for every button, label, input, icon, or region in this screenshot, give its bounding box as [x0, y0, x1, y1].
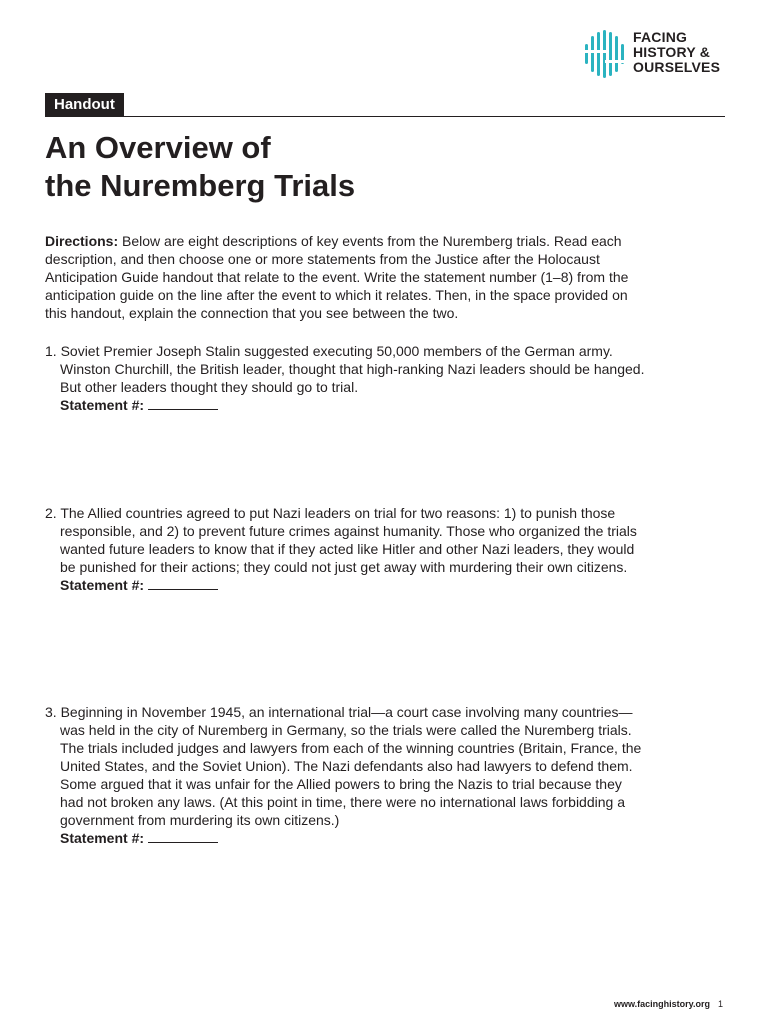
- footer-url[interactable]: www.facinghistory.org: [613, 999, 710, 1009]
- event-item-3: [45, 703, 645, 847]
- logo-line-history: HISTORY &: [633, 44, 711, 60]
- event-item-1: [45, 342, 645, 414]
- logo-mark-icon: [585, 30, 627, 78]
- logo-line-facing: FACING: [633, 29, 688, 45]
- directions-label: Directions:: [45, 233, 119, 249]
- statement-field: [45, 576, 645, 594]
- page-title-line-1: An Overview of: [45, 130, 271, 165]
- statement-label: Statement #:: [60, 397, 145, 413]
- page-title: [45, 129, 645, 205]
- logo-line-ourselves: OURSELVES: [633, 59, 721, 75]
- event-item-2: [45, 504, 645, 594]
- logo-wordmark: [633, 30, 733, 75]
- statement-answer-line[interactable]: [148, 397, 218, 410]
- statement-field: [45, 829, 645, 847]
- statement-label: Statement #:: [60, 577, 145, 593]
- event-item-text: 1. Soviet Premier Joseph Stalin suggested executing 50,000 members of the German army. Winston Churchill, the British leader, thought that high-ranking Nazi leaders should be hanged. But other leaders thought they should go to trial.: [45, 343, 645, 395]
- directions-text: Below are eight descriptions of key events from the Nuremberg trials. Read each description, and then choose one or more statements from the Justice after the Holocaust Anticipation Guide handout that relate to the event. Write the statement number (1–8) from the anticipation guide on the line after the event to which it relates. Then, in the space provided on this handout, explain the connection that you see between the two.: [45, 233, 629, 321]
- statement-label: Statement #:: [60, 830, 145, 846]
- statement-field: [45, 396, 645, 414]
- event-item-text: 2. The Allied countries agreed to put Nazi leaders on trial for two reasons: 1) to punish those responsible, and 2) to prevent future crimes against humanity. Those who organized the trials wanted future leaders to know that if they acted like Hitler and other Nazi leaders, they would be punished for their actions; they could not just get away with murdering their own citizens.: [45, 505, 637, 575]
- page-footer: [614, 997, 723, 1011]
- handout-tag: Handout: [45, 93, 124, 117]
- statement-answer-line[interactable]: [148, 577, 218, 590]
- directions-paragraph: [45, 232, 637, 322]
- page-number: 1: [717, 999, 723, 1009]
- statement-answer-line[interactable]: [148, 830, 218, 843]
- header-divider: [45, 116, 725, 117]
- page-title-line-2: the Nuremberg Trials: [45, 168, 356, 203]
- facing-history-logo: [585, 30, 730, 78]
- event-item-text: 3. Beginning in November 1945, an international trial—a court case involving many countries—was held in the city of Nuremberg in Germany, so the trials were called the Nuremberg trials. The trials included judges and lawyers from each of the winning countries (Britain, France, the United States, and the Soviet Union). The Nazi defendants also had lawyers to defend them. Some argued that it was unfair for the Allied powers to bring the Nazis to trial because they had not broken any laws. (At this point in time, there were no international laws forbidding a government from murdering its own citizens.): [45, 704, 642, 828]
